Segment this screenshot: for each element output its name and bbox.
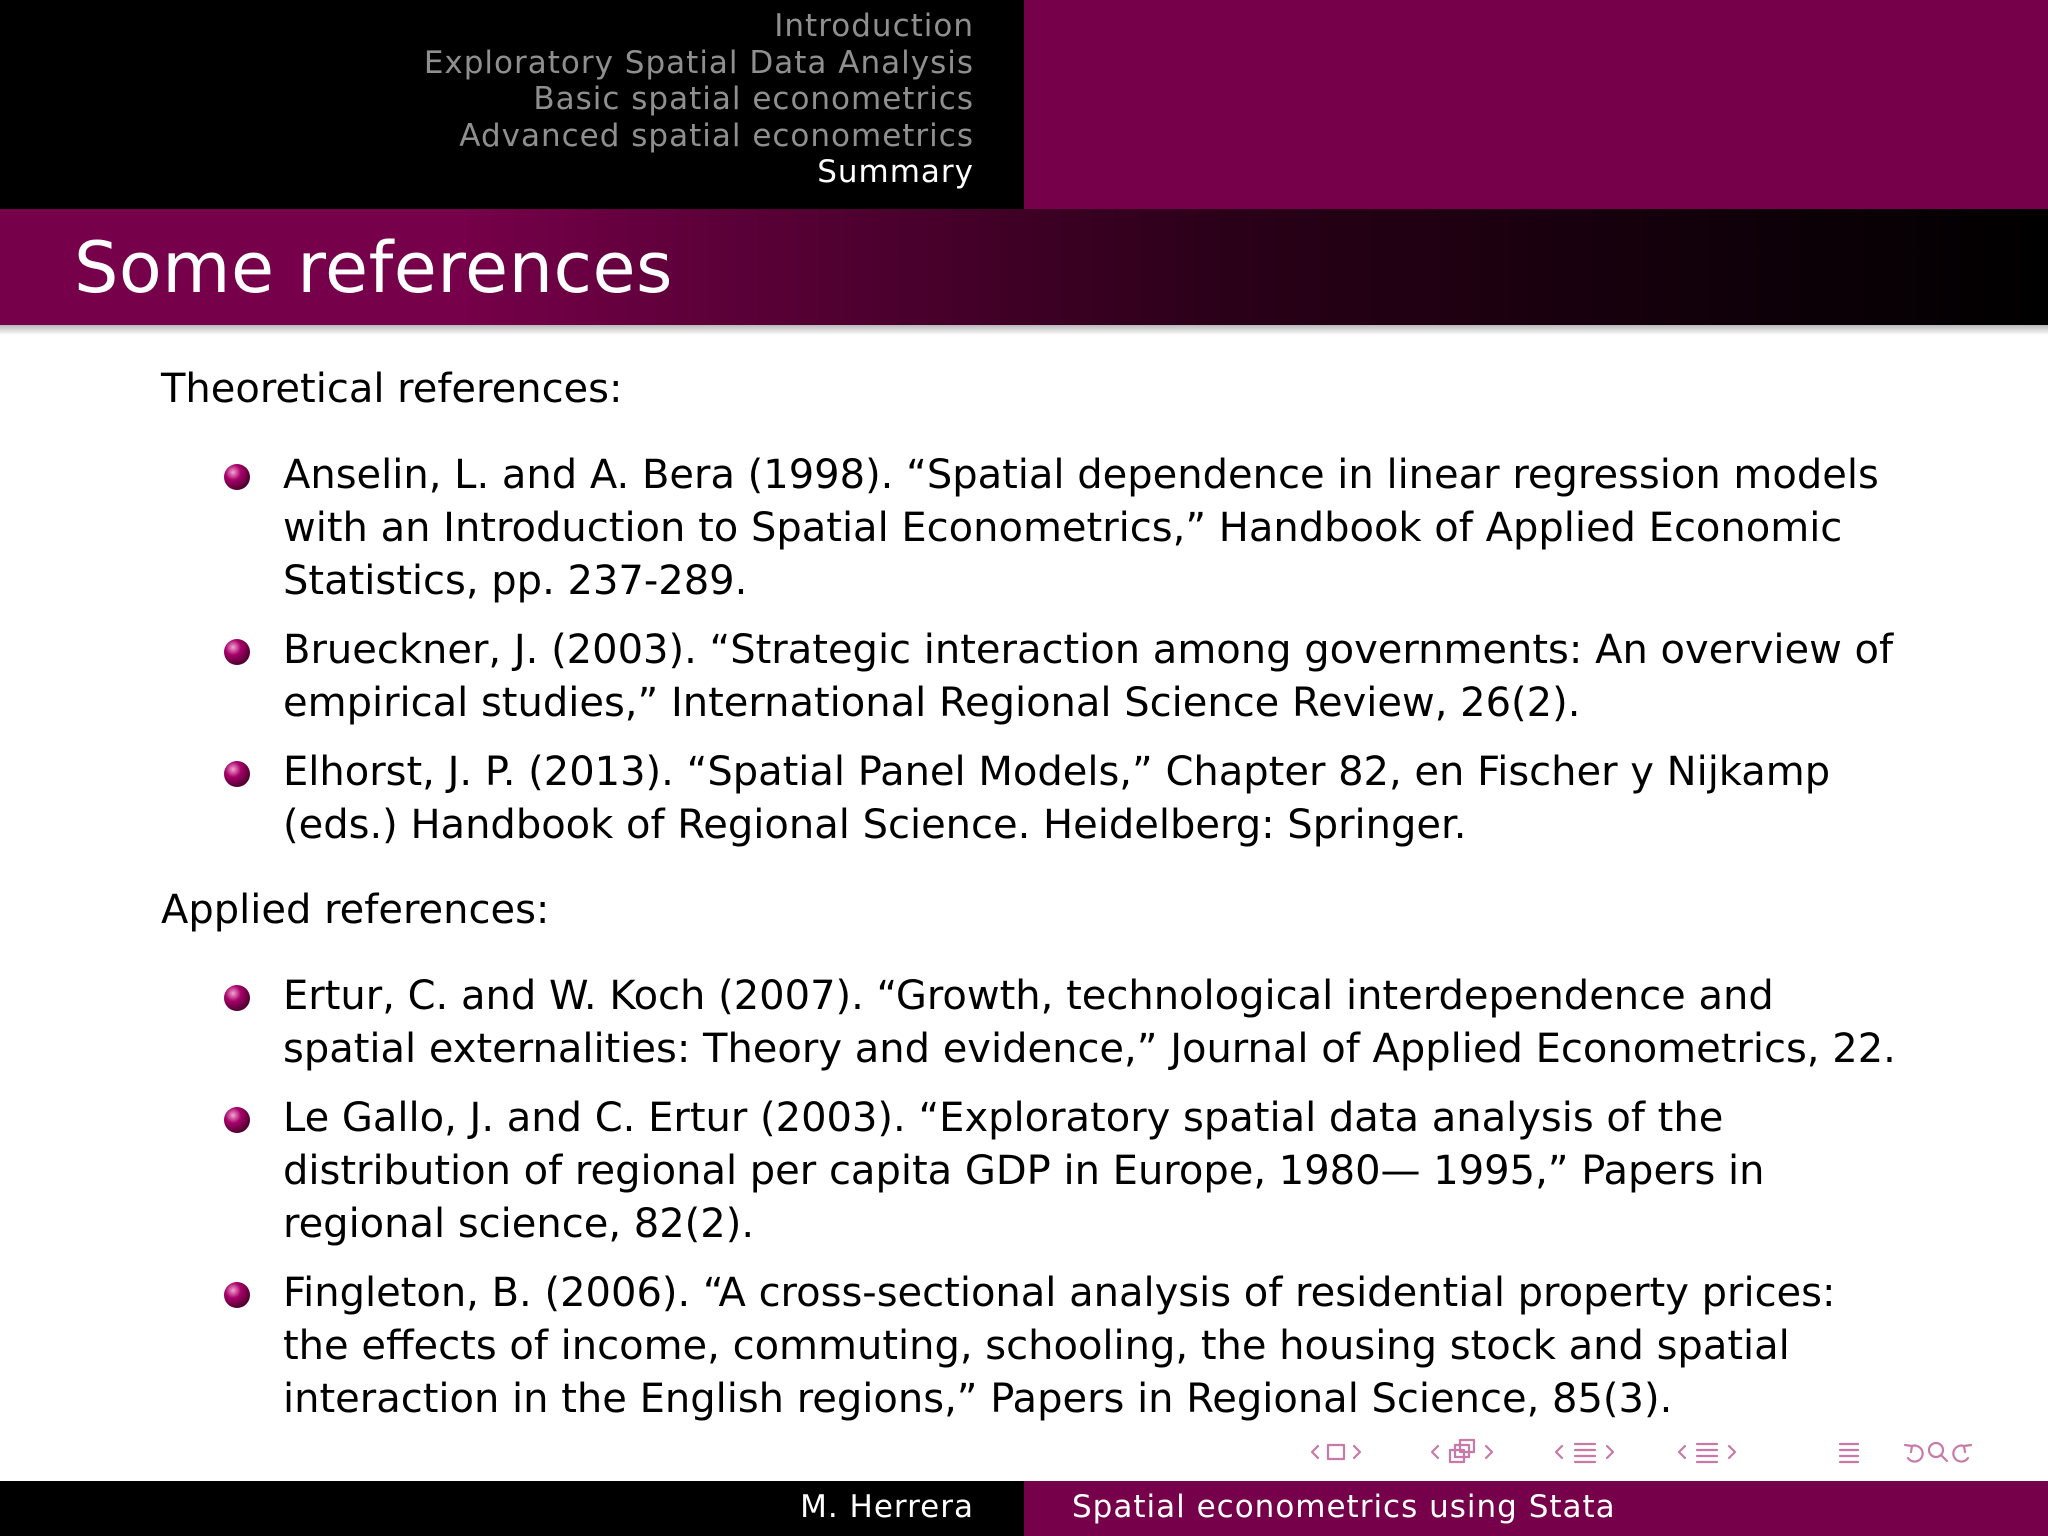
- next-presentation-arrow-icon[interactable]: [1729, 1446, 1735, 1458]
- reference-item: [222, 1092, 1902, 1251]
- ball-bullet-icon: [224, 1107, 250, 1133]
- reference-text: Le Gallo, J. and C. Ertur (2003). “Exploratory spatial data analysis of the distribution of regional per capita GDP in Europe, 1980— 1995,” Papers in regional science, 82(2).: [283, 1095, 1765, 1247]
- reference-item: [222, 746, 1902, 852]
- frame-title: Some references: [74, 227, 673, 309]
- section-nav-list: [424, 8, 974, 191]
- prev-frame-arrow-icon[interactable]: [1312, 1446, 1318, 1458]
- appendix-lines-icon[interactable]: [1840, 1444, 1858, 1462]
- title-shadow: [0, 325, 2048, 335]
- reference-text: Brueckner, J. (2003). “Strategic interaction among governments: An overview of empirical studies,” International Regional Science Review, 26(2).: [283, 627, 1894, 726]
- nav-section-basic-spatial-econometrics[interactable]: Basic spatial econometrics: [533, 81, 974, 118]
- reference-text: Anselin, L. and A. Bera (1998). “Spatial dependence in linear regression models with an Introduction to Spatial Econometrics,” Handbook of Applied Economic Statistics, pp. 237-289.: [283, 452, 1879, 604]
- ball-bullet-icon: [224, 1282, 250, 1308]
- footer-short-title: Spatial econometrics using Stata: [1072, 1489, 1616, 1525]
- reference-item: [222, 1267, 1902, 1426]
- ball-bullet-icon: [224, 761, 250, 787]
- section-nav-group[interactable]: [1556, 1444, 1613, 1462]
- section-lines-icon[interactable]: [1575, 1444, 1595, 1462]
- applied-reference-list: [222, 970, 1902, 1442]
- footer-author-bar: [0, 1481, 1024, 1536]
- search-icon[interactable]: [1929, 1443, 1947, 1461]
- reference-text: Ertur, C. and W. Koch (2007). “Growth, technological interdependence and spatial externalities: Theory and evidence,” Journal of Applied Econometrics, 22.: [283, 973, 1896, 1072]
- next-section-arrow-icon[interactable]: [1607, 1446, 1613, 1458]
- prev-subsection-arrow-icon[interactable]: [1432, 1446, 1438, 1458]
- theoretical-reference-list: [222, 449, 1902, 868]
- subsection-nav-group[interactable]: [1432, 1440, 1492, 1462]
- subsection-stack-icon[interactable]: [1450, 1440, 1474, 1462]
- footer-title-bar: [1024, 1481, 2048, 1536]
- next-subsection-arrow-icon[interactable]: [1486, 1446, 1492, 1458]
- nav-section-summary[interactable]: Summary: [817, 154, 974, 191]
- theoretical-heading: Theoretical references:: [161, 366, 623, 412]
- reference-item: [222, 970, 1902, 1076]
- prev-section-arrow-icon[interactable]: [1556, 1446, 1562, 1458]
- presentation-lines-icon[interactable]: [1697, 1444, 1717, 1462]
- ball-bullet-icon: [224, 639, 250, 665]
- back-arrow-icon[interactable]: [1905, 1445, 1923, 1462]
- header-nav-left: [0, 0, 1024, 209]
- presentation-nav-group[interactable]: [1679, 1444, 1735, 1462]
- reference-item: [222, 624, 1902, 730]
- ball-bullet-icon: [224, 464, 250, 490]
- header-nav-right: [1024, 0, 2048, 209]
- footer-author: M. Herrera: [800, 1489, 974, 1525]
- prev-presentation-arrow-icon[interactable]: [1679, 1446, 1685, 1458]
- next-frame-arrow-icon[interactable]: [1354, 1446, 1360, 1458]
- ball-bullet-icon: [224, 985, 250, 1011]
- frame-nav-group[interactable]: [1312, 1445, 1360, 1459]
- applied-heading: Applied references:: [161, 887, 550, 933]
- reference-text: Fingleton, B. (2006). “A cross-sectional analysis of residential property prices: the effects of income, commuting, schooling, the housing stock and spatial interaction in the English regions,” Papers in Regional Science, 85(3).: [283, 1270, 1836, 1422]
- nav-section-esda[interactable]: Exploratory Spatial Data Analysis: [423, 44, 974, 81]
- frame-title-bar: [0, 209, 2048, 325]
- nav-section-introduction[interactable]: Introduction: [774, 8, 974, 44]
- forward-arrow-icon[interactable]: [1953, 1445, 1971, 1462]
- reference-text: Elhorst, J. P. (2013). “Spatial Panel Models,” Chapter 82, en Fischer y Nijkamp (eds.) Handbook of Regional Science. Heidelberg: Springer.: [283, 749, 1831, 848]
- nav-section-advanced-spatial-econometrics[interactable]: Advanced spatial econometrics: [459, 117, 974, 154]
- reference-item: [222, 449, 1902, 608]
- beamer-nav-symbols: [1300, 1434, 2040, 1470]
- frame-icon[interactable]: [1328, 1445, 1344, 1459]
